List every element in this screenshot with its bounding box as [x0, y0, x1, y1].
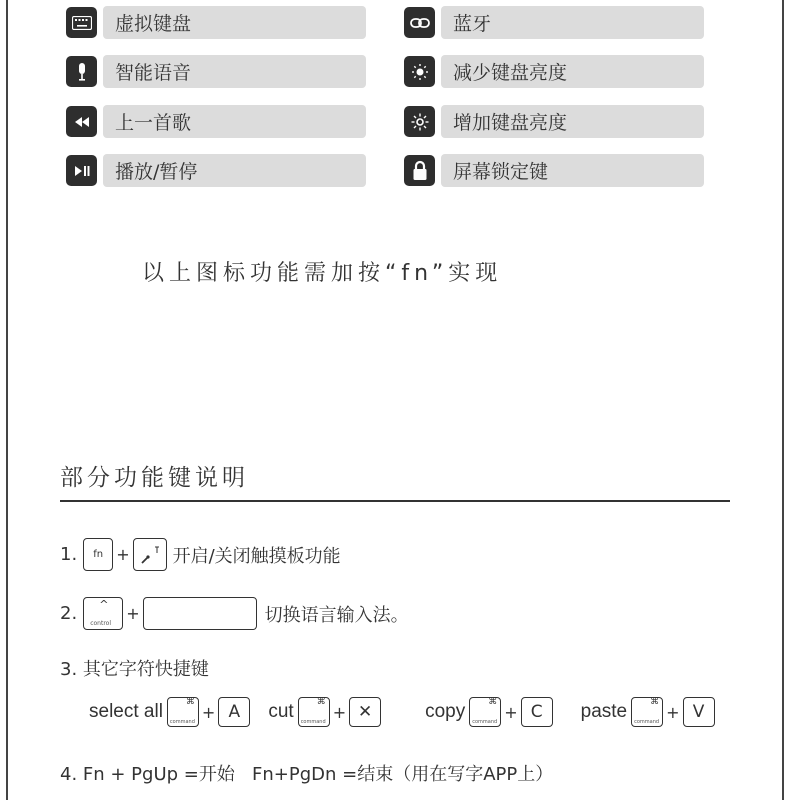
fn-key-label: fn [93, 549, 104, 560]
feature-label: 智能语音 [103, 55, 366, 88]
c-key: C [521, 697, 553, 727]
feature-virtual-keyboard [66, 6, 366, 39]
feature-label: 减少键盘亮度 [441, 55, 704, 88]
touchpad-key [133, 538, 167, 571]
feature-label: 屏幕锁定键 [441, 154, 704, 187]
item-1 [60, 538, 341, 571]
command-key-label: command [300, 719, 326, 725]
feature-label: 上一首歌 [103, 105, 366, 138]
x-key: ✕ [349, 697, 381, 727]
feature-decrease-brightness [404, 55, 704, 88]
shortcut-row [89, 697, 715, 727]
lock-icon [404, 155, 435, 186]
touchpad-toggle-icon [137, 542, 163, 568]
plus-sign: + [116, 545, 130, 564]
plus-sign: + [332, 702, 347, 722]
paste-label: paste [580, 701, 628, 722]
plus-sign: + [504, 702, 518, 722]
space-key [143, 597, 257, 630]
rewind-icon [66, 106, 97, 137]
play-pause-icon [66, 155, 97, 186]
item-number: 1. [60, 544, 78, 565]
feature-label: 播放/暂停 [103, 154, 366, 187]
feature-screen-lock [404, 154, 704, 187]
section-divider [60, 500, 730, 502]
plus-sign: + [666, 702, 680, 722]
feature-voice [66, 55, 366, 88]
command-key [469, 697, 501, 727]
microphone-icon [66, 56, 97, 87]
sun-bright-icon [404, 106, 435, 137]
link-icon [404, 7, 435, 38]
cut-label: cut [268, 701, 294, 722]
plus-sign: + [201, 702, 216, 722]
plus-sign: + [126, 604, 140, 623]
command-key [631, 697, 663, 727]
feature-label: 虚拟键盘 [103, 6, 366, 39]
command-key [167, 697, 199, 727]
select-all-label: select all [89, 701, 163, 722]
feature-label: 蓝牙 [441, 6, 704, 39]
feature-increase-brightness [404, 105, 704, 138]
v-key: V [683, 697, 715, 727]
fn-key [83, 538, 113, 571]
command-key-label: command [169, 719, 195, 725]
command-symbol-icon: ⌘ [185, 697, 195, 707]
command-key-label: command [634, 719, 660, 725]
sun-dim-icon [404, 56, 435, 87]
item-text: 切换语言输入法。 [264, 604, 409, 626]
item-number: 2. [60, 603, 78, 624]
caret-icon: ^ [99, 598, 109, 611]
feature-previous-song [66, 105, 366, 138]
page-frame-left [6, 0, 8, 800]
item-2 [60, 597, 409, 630]
control-key [83, 597, 123, 630]
fn-note: 以上图标功能需加按“fn”实现 [142, 261, 503, 286]
copy-label: copy [425, 701, 466, 722]
control-key-label: control [90, 620, 111, 627]
a-key: A [218, 697, 250, 727]
command-symbol-icon: ⌘ [488, 697, 498, 707]
command-key [298, 697, 330, 727]
command-symbol-icon: ⌘ [650, 697, 660, 707]
command-symbol-icon: ⌘ [316, 697, 326, 707]
item-text: 开启/关闭触摸板功能 [172, 545, 341, 567]
keyboard-icon [66, 7, 97, 38]
item-3-title: 3. 其它字符快捷键 [60, 659, 209, 680]
page-frame-right [782, 0, 784, 800]
command-key-label: command [472, 719, 498, 725]
feature-bluetooth [404, 6, 704, 39]
item-4: 4. Fn + PgUp =开始 Fn+PgDn =结束（用在写字APP上） [60, 764, 554, 785]
section-title: 部分功能键说明 [60, 465, 249, 491]
feature-label: 增加键盘亮度 [441, 105, 704, 138]
feature-play-pause [66, 154, 366, 187]
